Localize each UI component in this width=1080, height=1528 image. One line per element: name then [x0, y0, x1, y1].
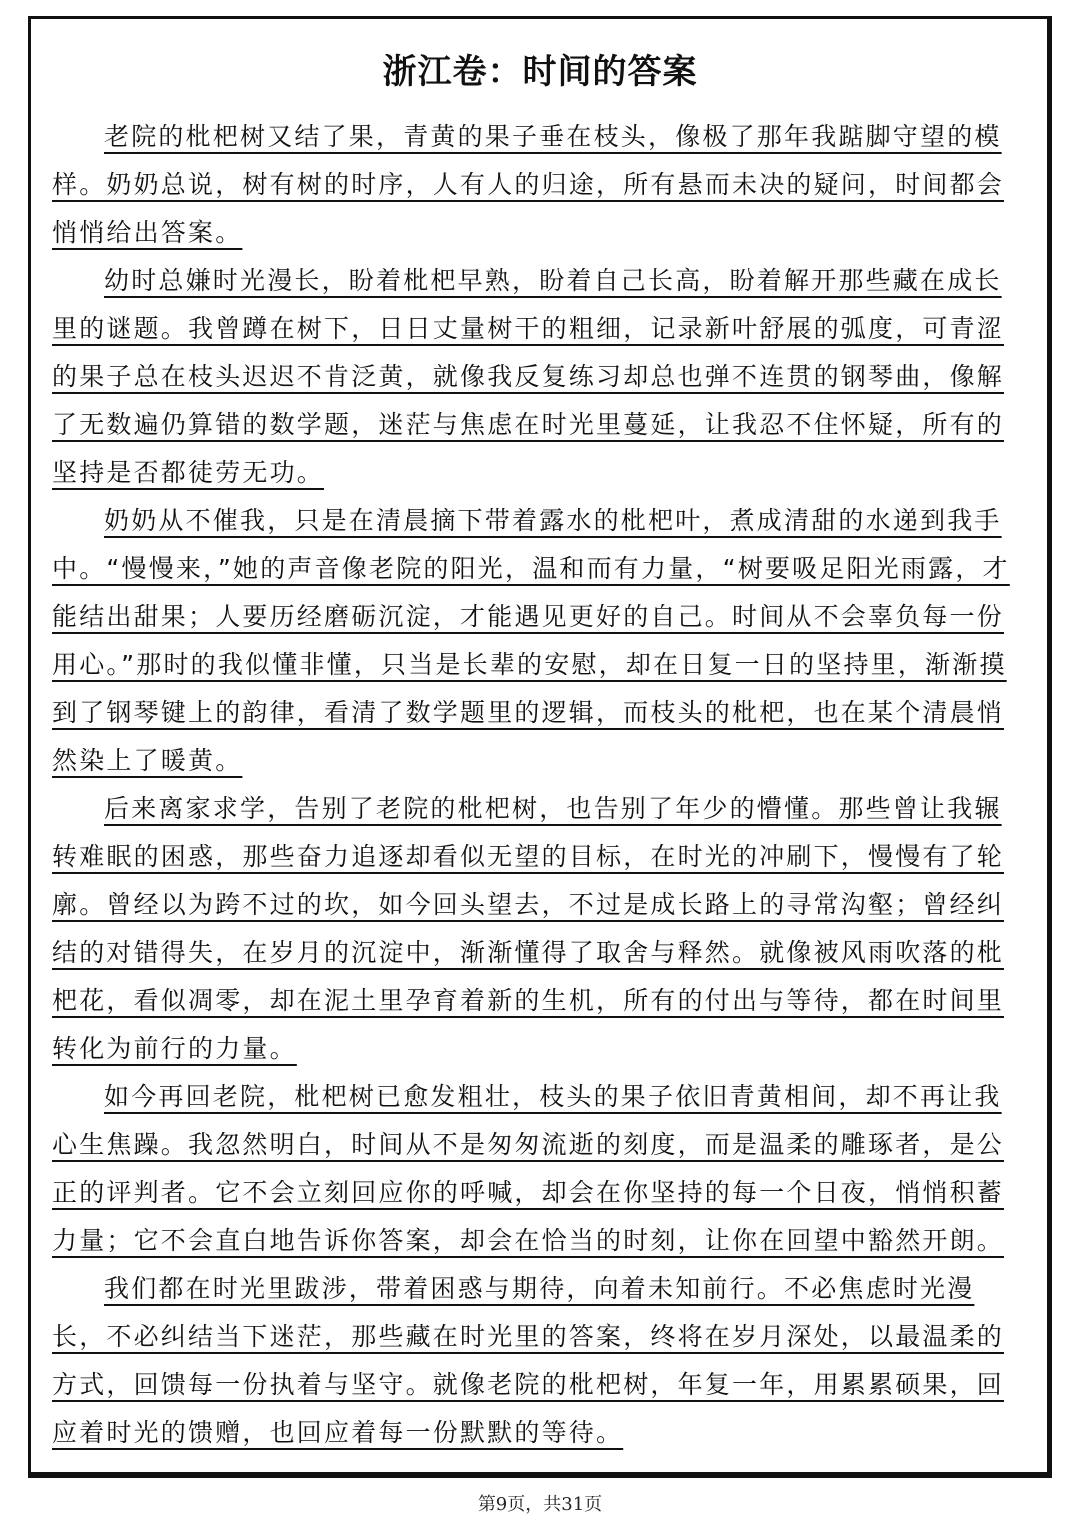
paragraph-text: 如今再回老院，枇杷树已愈发粗壮，枝头的果子依旧青黄相间，却不再让我心生焦躁。我忽然明白，时间从不是匆匆流逝的刻度，而是温柔的雕琢者，是公正的评判者。它不会立刻回应你的呼喊，却会在你坚持的每一个日夜，悄悄积蓄力量；它不会直白地告诉你答案，却会在恰当的时刻，让你在回望中豁然开朗。 — [52, 1082, 1005, 1255]
paragraph-6 — [52, 1265, 1012, 1457]
essay-body — [52, 113, 1012, 1457]
page-number: 第9页，共31页 — [477, 1494, 603, 1515]
paragraph-4 — [52, 785, 1012, 1073]
paragraph-text: 老院的枇杷树又结了果，青黄的果子垂在枝头，像极了那年我踮脚守望的模样。奶奶总说，树有树的时序，人有人的归途，所有悬而未决的疑问，时间都会悄悄给出答案。 — [52, 122, 1005, 247]
paragraph-5 — [52, 1073, 1012, 1265]
paragraph-2 — [52, 257, 1012, 497]
paragraph-text: 后来离家求学，告别了老院的枇杷树，也告别了年少的懵懂。那些曾让我辗转难眠的困惑，那些奋力追逐却看似无望的目标，在时光的冲刷下，慢慢有了轮廓。曾经以为跨不过的坎，如今回头望去，不过是成长路上的寻常沟壑；曾经纠结的对错得失，在岁月的沉淀中，渐渐懂得了取舍与释然。就像被风雨吹落的枇杷花，看似凋零，却在泥土里孕育着新的生机，所有的付出与等待，都在时间里转化为前行的力量。 — [52, 794, 1005, 1063]
paragraph-text: 我们都在时光里跋涉，带着困惑与期待，向着未知前行。不必焦虑时光漫长，不必纠结当下迷茫，那些藏在时光里的答案，终将在岁月深处，以最温柔的方式，回馈每一份执着与坚守。就像老院的枇杷树，年复一年，用累累硕果，回应着时光的馈赠，也回应着每一份默默的等待。 — [52, 1274, 1005, 1447]
paragraph-text: 幼时总嫌时光漫长，盼着枇杷早熟，盼着自己长高，盼着解开那些藏在成长里的谜题。我曾蹲在树下，日日丈量树干的粗细，记录新叶舒展的弧度，可青涩的果子总在枝头迟迟不肯泛黄，就像我反复练习却总也弹不连贯的钢琴曲，像解了无数遍仍算错的数学题，迷茫与焦虑在时光里蔓延，让我忍不住怀疑，所有的坚持是否都徒劳无功。 — [52, 266, 1005, 487]
page-title: 浙江卷：时间的答案 — [382, 52, 698, 92]
paragraph-text: 奶奶从不催我，只是在清晨摘下带着露水的枇杷叶，煮成清甜的水递到我手中。“慢慢来，”她的声音像老院的阳光，温和而有力量，“树要吸足阳光雨露，才能结出甜果；人要历经磨砺沉淀，才能遇见更好的自己。时间从不会辜负每一份用心。”那时的我似懂非懂，只当是长辈的安慰，却在日复一日的坚持里，渐渐摸到了钢琴键上的韵律，看清了数学题里的逻辑，而枝头的枇杷，也在某个清晨悄然染上了暖黄。 — [52, 506, 1010, 775]
paragraph-3 — [52, 497, 1012, 785]
paragraph-1 — [52, 113, 1012, 257]
